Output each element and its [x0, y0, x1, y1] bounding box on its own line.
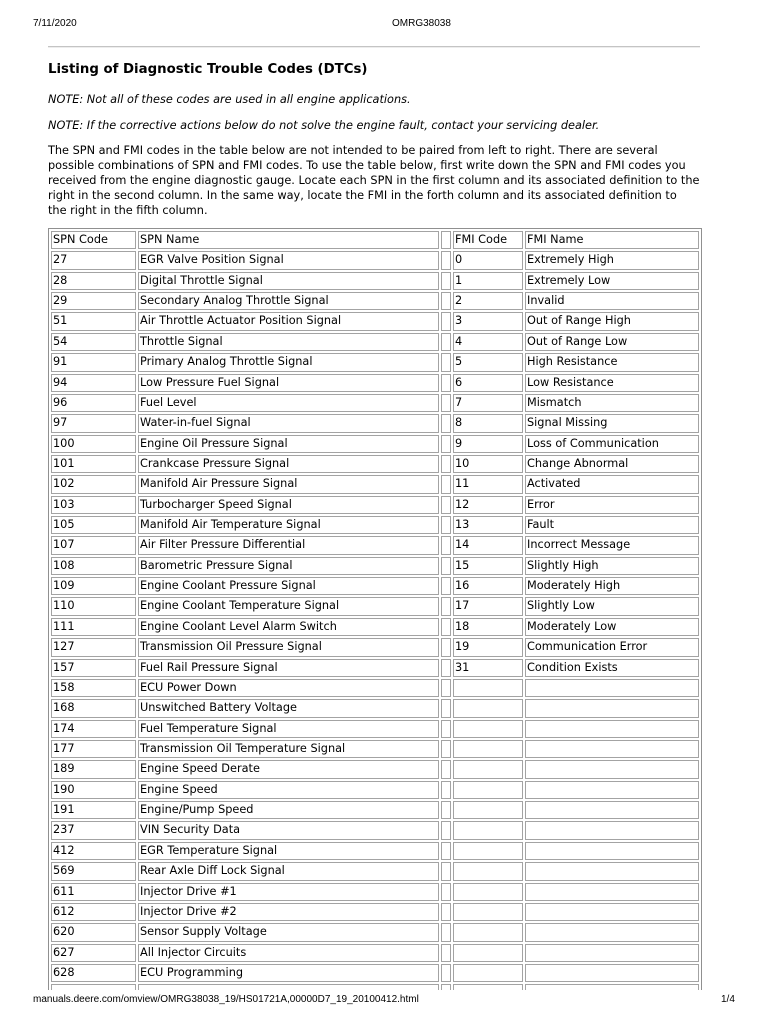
spn-name-cell: Fuel Temperature Signal ​ [138, 720, 439, 738]
spn-name-cell: Engine Speed Derate ​ [138, 760, 439, 778]
table-row [51, 964, 699, 982]
fmi-name-cell: Extremely Low ​ [525, 272, 699, 290]
spacer-cell [441, 923, 451, 941]
spacer-cell [441, 944, 451, 962]
spn-name-cell: Low Pressure Fuel Signal ​ [138, 374, 439, 392]
fmi-code-cell: 0 ​ [453, 251, 523, 269]
spn-code-cell: 627 ​ [51, 944, 136, 962]
table-row [51, 821, 699, 839]
fmi-code-cell: 13 ​ [453, 516, 523, 534]
spn-code-cell: 108 ​ [51, 557, 136, 575]
table-row [51, 394, 699, 412]
spacer-cell [441, 435, 451, 453]
spacer-cell [441, 760, 451, 778]
table-row-continued [51, 984, 699, 990]
table-row [51, 760, 699, 778]
table-row [51, 862, 699, 880]
fmi-code-cell [453, 760, 523, 778]
fmi-name-cell: Slightly Low ​ [525, 597, 699, 615]
spn-code-cell: 101 ​ [51, 455, 136, 473]
fmi-name-cell [525, 842, 699, 860]
intro-line: the right in the fifth column. [48, 203, 208, 217]
table-row [51, 496, 699, 514]
fmi-name-cell: Change Abnormal ​ [525, 455, 699, 473]
spacer-cell [441, 903, 451, 921]
table-head [51, 231, 699, 249]
table-row [51, 251, 699, 269]
fmi-code-cell [453, 883, 523, 901]
fmi-name-cell [525, 964, 699, 982]
spn-code-cell: 102 ​ [51, 475, 136, 493]
fmi-name-cell: Activated ​ [525, 475, 699, 493]
spn-code-cell: 157 ​ [51, 659, 136, 677]
header-fmi-code: FMI Code ​ [453, 231, 523, 249]
spacer-cell [441, 333, 451, 351]
spn-code-cell: 111 ​ [51, 618, 136, 636]
spn-name-cell: VIN Security Data ​ [138, 821, 439, 839]
fmi-code-cell [453, 944, 523, 962]
spn-code-cell: 412 ​ [51, 842, 136, 860]
spacer-cell [441, 414, 451, 432]
dtc-table-viewport [48, 228, 702, 990]
spn-name-cell: Manifold Air Pressure Signal ​ [138, 475, 439, 493]
fmi-code-cell [453, 903, 523, 921]
page-title: Listing of Diagnostic Trouble Codes (DTCs) [48, 62, 368, 77]
spacer-cell [441, 862, 451, 880]
header-spn-name: SPN Name ​ [138, 231, 439, 249]
table-body [51, 251, 699, 990]
fmi-name-cell: Loss of Communication ​ [525, 435, 699, 453]
spacer-cell [441, 883, 451, 901]
table-row [51, 475, 699, 493]
fmi-code-cell: 15 ​ [453, 557, 523, 575]
spacer-cell [441, 618, 451, 636]
intro-line: received from the engine diagnostic gauge. Locate each SPN in the first column and its associated definition to the [48, 173, 700, 187]
spn-code-cell: 110 ​ [51, 597, 136, 615]
fmi-code-cell: 5 ​ [453, 353, 523, 371]
intro-line: The SPN and FMI codes in the table below are not intended to be paired from left to right. There are several [48, 143, 658, 157]
spacer-cell [441, 577, 451, 595]
table-row [51, 557, 699, 575]
fmi-code-cell [453, 842, 523, 860]
fmi-code-cell [453, 801, 523, 819]
table-row [51, 536, 699, 554]
table-row [51, 312, 699, 330]
fmi-name-cell: Signal Missing ​ [525, 414, 699, 432]
fmi-code-cell: 19 ​ [453, 638, 523, 656]
fmi-name-cell: Communication Error ​ [525, 638, 699, 656]
spacer-cell [441, 557, 451, 575]
fmi-code-cell [453, 821, 523, 839]
fmi-code-cell: 17 ​ [453, 597, 523, 615]
fmi-name-cell [525, 801, 699, 819]
spacer-cell [441, 801, 451, 819]
spn-code-cell: 611 ​ [51, 883, 136, 901]
spn-code-cell: 620 ​ [51, 923, 136, 941]
fmi-name-cell [525, 821, 699, 839]
table-row [51, 883, 699, 901]
note-engine-applications: NOTE: Not all of these codes are used in all engine applications. [48, 92, 411, 106]
intro-paragraph [48, 143, 708, 218]
spn-code-cell: 97 ​ [51, 414, 136, 432]
spn-name-cell: Engine Oil Pressure Signal ​ [138, 435, 439, 453]
spn-name-cell: Throttle Signal ​ [138, 333, 439, 351]
spn-code-cell: 27 ​ [51, 251, 136, 269]
spn-code-cell: 569 ​ [51, 862, 136, 880]
fmi-name-cell: Mismatch ​ [525, 394, 699, 412]
spn-name-cell: Turbocharger Speed Signal ​ [138, 496, 439, 514]
spn-name-cell: Digital Throttle Signal ​ [138, 272, 439, 290]
spn-name-cell: Unswitched Battery Voltage ​ [138, 699, 439, 717]
spn-code-cell: 96 ​ [51, 394, 136, 412]
spn-name-cell: ECU Programming ​ [138, 964, 439, 982]
fmi-name-cell [525, 740, 699, 758]
spn-code-cell: 109 ​ [51, 577, 136, 595]
spn-name-cell: Fuel Level ​ [138, 394, 439, 412]
table-row [51, 679, 699, 697]
spn-code-cell: 168 ​ [51, 699, 136, 717]
spacer-cell [441, 394, 451, 412]
table-row [51, 435, 699, 453]
table-row [51, 333, 699, 351]
fmi-code-cell: 12 ​ [453, 496, 523, 514]
table-row [51, 720, 699, 738]
spacer-cell [441, 231, 451, 249]
spacer-cell [441, 699, 451, 717]
table-row [51, 414, 699, 432]
spacer-cell [441, 353, 451, 371]
spn-code-cell: 91 ​ [51, 353, 136, 371]
fmi-code-cell [453, 964, 523, 982]
fmi-code-cell: 18 ​ [453, 618, 523, 636]
fmi-code-cell [453, 720, 523, 738]
spn-code-cell: 190 ​ [51, 781, 136, 799]
fmi-name-cell [525, 781, 699, 799]
spacer-cell [441, 781, 451, 799]
table-row [51, 618, 699, 636]
fmi-code-cell [453, 781, 523, 799]
header-fmi-name: FMI Name ​ [525, 231, 699, 249]
fmi-name-cell: Invalid ​ [525, 292, 699, 310]
fmi-name-cell: Moderately Low ​ [525, 618, 699, 636]
spacer-cell [441, 496, 451, 514]
fmi-name-cell: Low Resistance ​ [525, 374, 699, 392]
spn-name-cell: EGR Valve Position Signal ​ [138, 251, 439, 269]
spacer-cell [441, 964, 451, 982]
fmi-code-cell [453, 679, 523, 697]
spn-name-cell [138, 984, 439, 990]
spacer-cell [441, 679, 451, 697]
spn-code-cell: 29 ​ [51, 292, 136, 310]
spn-code-cell: 189 ​ [51, 760, 136, 778]
spacer-cell [441, 455, 451, 473]
spn-code-cell: 127 ​ [51, 638, 136, 656]
spacer-cell [441, 821, 451, 839]
spacer-cell [441, 475, 451, 493]
table-row [51, 903, 699, 921]
intro-line: right in the second column. In the same way, locate the FMI in the forth column and its associated definition to [48, 188, 677, 202]
fmi-name-cell [525, 903, 699, 921]
spn-name-cell: Engine/Pump Speed ​ [138, 801, 439, 819]
fmi-name-cell [525, 720, 699, 738]
table-row [51, 659, 699, 677]
note-servicing-dealer: NOTE: If the corrective actions below do not solve the engine fault, contact your servicing dealer. [48, 118, 600, 132]
spn-name-cell: Sensor Supply Voltage ​ [138, 923, 439, 941]
intro-line: possible combinations of SPN and FMI codes. To use the table below, first write down the SPN and FMI codes you [48, 158, 686, 172]
spacer-cell [441, 720, 451, 738]
table-row [51, 944, 699, 962]
spn-name-cell: Transmission Oil Temperature Signal ​ [138, 740, 439, 758]
fmi-code-cell [453, 740, 523, 758]
print-header-title: OMRG38038 [392, 18, 451, 29]
spn-name-cell: Engine Coolant Temperature Signal ​ [138, 597, 439, 615]
spacer-cell [441, 659, 451, 677]
spacer-cell [441, 638, 451, 656]
table-row [51, 516, 699, 534]
spacer-cell [441, 536, 451, 554]
table-row [51, 374, 699, 392]
fmi-code-cell: 3 ​ [453, 312, 523, 330]
spacer-cell [441, 516, 451, 534]
table-header-row [51, 231, 699, 249]
table-row [51, 272, 699, 290]
spn-name-cell: Transmission Oil Pressure Signal ​ [138, 638, 439, 656]
spacer-cell [441, 597, 451, 615]
fmi-code-cell [453, 923, 523, 941]
header-divider [48, 46, 700, 48]
spn-name-cell: Fuel Rail Pressure Signal ​ [138, 659, 439, 677]
table-row [51, 292, 699, 310]
spn-name-cell: Injector Drive #1 ​ [138, 883, 439, 901]
spn-name-cell: Air Throttle Actuator Position Signal ​ [138, 312, 439, 330]
fmi-name-cell [525, 984, 699, 990]
fmi-code-cell: 16 ​ [453, 577, 523, 595]
dtc-table [48, 228, 702, 990]
table-row [51, 638, 699, 656]
table-row [51, 781, 699, 799]
fmi-name-cell [525, 883, 699, 901]
fmi-name-cell [525, 944, 699, 962]
spn-code-cell: 191 ​ [51, 801, 136, 819]
spn-code-cell: 105 ​ [51, 516, 136, 534]
fmi-name-cell [525, 679, 699, 697]
spn-name-cell: Engine Coolant Level Alarm Switch ​ [138, 618, 439, 636]
table-row [51, 801, 699, 819]
fmi-name-cell: Incorrect Message ​ [525, 536, 699, 554]
spn-name-cell: Crankcase Pressure Signal ​ [138, 455, 439, 473]
table-row [51, 842, 699, 860]
spacer-cell [441, 251, 451, 269]
fmi-name-cell [525, 862, 699, 880]
spn-name-cell: EGR Temperature Signal ​ [138, 842, 439, 860]
spn-name-cell: Barometric Pressure Signal ​ [138, 557, 439, 575]
fmi-name-cell: Extremely High ​ [525, 251, 699, 269]
table-row [51, 455, 699, 473]
spn-code-cell: 28 ​ [51, 272, 136, 290]
spn-name-cell: ECU Power Down ​ [138, 679, 439, 697]
fmi-code-cell: 31 ​ [453, 659, 523, 677]
spn-code-cell: 51 ​ [51, 312, 136, 330]
fmi-name-cell: High Resistance ​ [525, 353, 699, 371]
fmi-name-cell: Out of Range Low ​ [525, 333, 699, 351]
spn-code-cell: 237 ​ [51, 821, 136, 839]
spn-name-cell: Manifold Air Temperature Signal ​ [138, 516, 439, 534]
fmi-name-cell [525, 760, 699, 778]
fmi-code-cell: 14 ​ [453, 536, 523, 554]
spn-code-cell: 612 ​ [51, 903, 136, 921]
spn-name-cell: Injector Drive #2 ​ [138, 903, 439, 921]
fmi-code-cell [453, 862, 523, 880]
print-footer-url: manuals.deere.com/omview/OMRG38038_19/HS01721A,00000D7_19_20100412.html [33, 994, 419, 1005]
fmi-code-cell: 4 ​ [453, 333, 523, 351]
fmi-code-cell: 9 ​ [453, 435, 523, 453]
spn-code-cell: 103 ​ [51, 496, 136, 514]
fmi-code-cell [453, 699, 523, 717]
spn-name-cell: Primary Analog Throttle Signal ​ [138, 353, 439, 371]
fmi-code-cell: 1 ​ [453, 272, 523, 290]
table-row [51, 740, 699, 758]
spn-name-cell: Secondary Analog Throttle Signal ​ [138, 292, 439, 310]
header-spn-code: SPN Code ​ [51, 231, 136, 249]
fmi-name-cell: Moderately High ​ [525, 577, 699, 595]
fmi-name-cell: Slightly High ​ [525, 557, 699, 575]
fmi-code-cell: 2 ​ [453, 292, 523, 310]
print-footer-page-number: 1/4 [721, 994, 735, 1005]
spacer-cell [441, 312, 451, 330]
spn-code-cell: 107 ​ [51, 536, 136, 554]
fmi-name-cell: Condition Exists ​ [525, 659, 699, 677]
print-header-date: 7/11/2020 [33, 18, 77, 29]
spacer-cell [441, 842, 451, 860]
spacer-cell [441, 374, 451, 392]
fmi-code-cell [453, 984, 523, 990]
table-row [51, 923, 699, 941]
fmi-name-cell [525, 699, 699, 717]
spn-name-cell: Water-in-fuel Signal ​ [138, 414, 439, 432]
fmi-code-cell: 11 ​ [453, 475, 523, 493]
spn-code-cell: 54 ​ [51, 333, 136, 351]
spn-code-cell [51, 984, 136, 990]
fmi-name-cell: Fault ​ [525, 516, 699, 534]
spn-name-cell: Engine Speed ​ [138, 781, 439, 799]
spn-code-cell: 100 ​ [51, 435, 136, 453]
fmi-code-cell: 8 ​ [453, 414, 523, 432]
spacer-cell [441, 984, 451, 990]
spn-name-cell: Rear Axle Diff Lock Signal ​ [138, 862, 439, 880]
table-row [51, 597, 699, 615]
table-row [51, 699, 699, 717]
fmi-name-cell: Error ​ [525, 496, 699, 514]
spn-name-cell: Engine Coolant Pressure Signal ​ [138, 577, 439, 595]
table-row [51, 577, 699, 595]
fmi-name-cell: Out of Range High ​ [525, 312, 699, 330]
fmi-code-cell: 10 ​ [453, 455, 523, 473]
spn-name-cell: All Injector Circuits ​ [138, 944, 439, 962]
spacer-cell [441, 272, 451, 290]
spn-code-cell: 94 ​ [51, 374, 136, 392]
fmi-code-cell: 6 ​ [453, 374, 523, 392]
spacer-cell [441, 292, 451, 310]
spn-code-cell: 177 ​ [51, 740, 136, 758]
spn-code-cell: 174 ​ [51, 720, 136, 738]
spacer-cell [441, 740, 451, 758]
spn-code-cell: 158 ​ [51, 679, 136, 697]
fmi-name-cell [525, 923, 699, 941]
spn-code-cell: 628 ​ [51, 964, 136, 982]
spn-name-cell: Air Filter Pressure Differential ​ [138, 536, 439, 554]
table-row [51, 353, 699, 371]
fmi-code-cell: 7 ​ [453, 394, 523, 412]
